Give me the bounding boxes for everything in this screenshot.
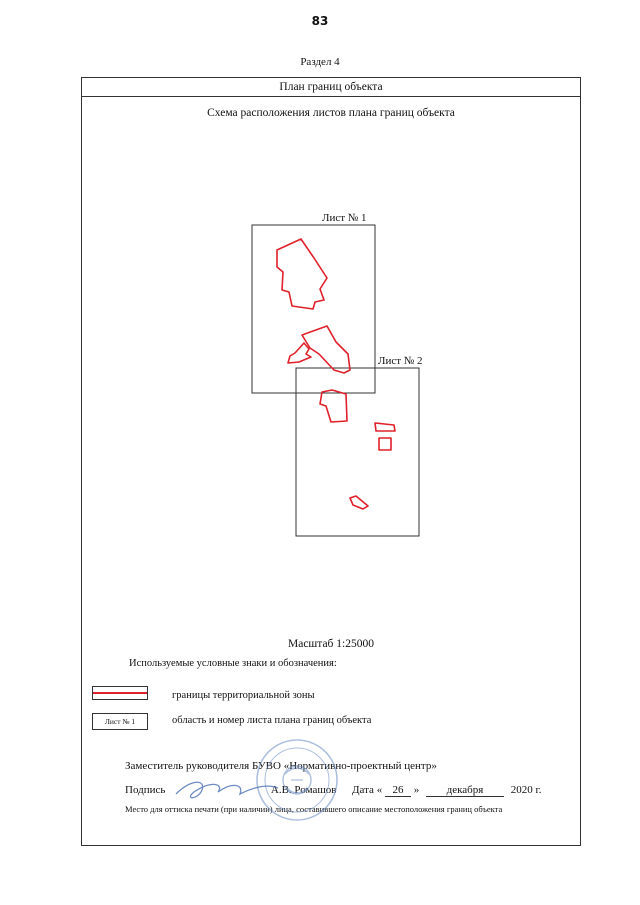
- date-quote-close: »: [413, 784, 420, 796]
- legend-boundary-symbol: [92, 686, 148, 700]
- scheme-subtitle: Схема расположения листов плана границ объекта: [207, 107, 455, 119]
- handwritten-signature: [172, 774, 282, 804]
- frame-title: План границ объекта: [82, 78, 580, 97]
- legend-boundary-text: границы территориальной зоны: [172, 690, 315, 701]
- zone-boundary: [379, 438, 391, 450]
- zone-boundaries: [277, 239, 395, 509]
- zone-boundary: [375, 423, 395, 431]
- zone-boundary: [320, 390, 347, 422]
- sheet-layout-scheme: [82, 78, 580, 548]
- zone-boundary: [277, 239, 327, 309]
- zone-boundary: [350, 496, 368, 509]
- page-number: 83: [311, 14, 329, 28]
- section-heading: Раздел 4: [300, 56, 340, 68]
- legend-heading: Используемые условные знаки и обозначения:: [129, 658, 337, 669]
- legend-sheet-text: область и номер листа плана границ объекта: [172, 715, 372, 726]
- zone-boundary: [288, 343, 311, 363]
- legend-sheet-symbol: Лист № 1: [92, 713, 148, 730]
- sheet-2-label: Лист № 2: [378, 355, 423, 367]
- scale-label: Масштаб 1:25000: [288, 638, 374, 650]
- date-month: декабря: [426, 784, 504, 797]
- plan-frame: [81, 77, 581, 846]
- date-label: Дата «: [352, 784, 383, 796]
- signer-position: Заместитель руководителя БУВО «Нормативно-проектный центр»: [125, 760, 437, 772]
- date-year: 2020 г.: [510, 784, 542, 796]
- signature-label: Подпись: [125, 784, 166, 796]
- sheet-1-label: Лист № 1: [322, 212, 367, 224]
- date-day: 26: [385, 784, 411, 797]
- stamp-note: Место для оттиска печати (при наличии) лица, составившего описание местоположения границ объекта: [125, 804, 503, 814]
- signer-name: А.В. Ромашов: [270, 784, 337, 796]
